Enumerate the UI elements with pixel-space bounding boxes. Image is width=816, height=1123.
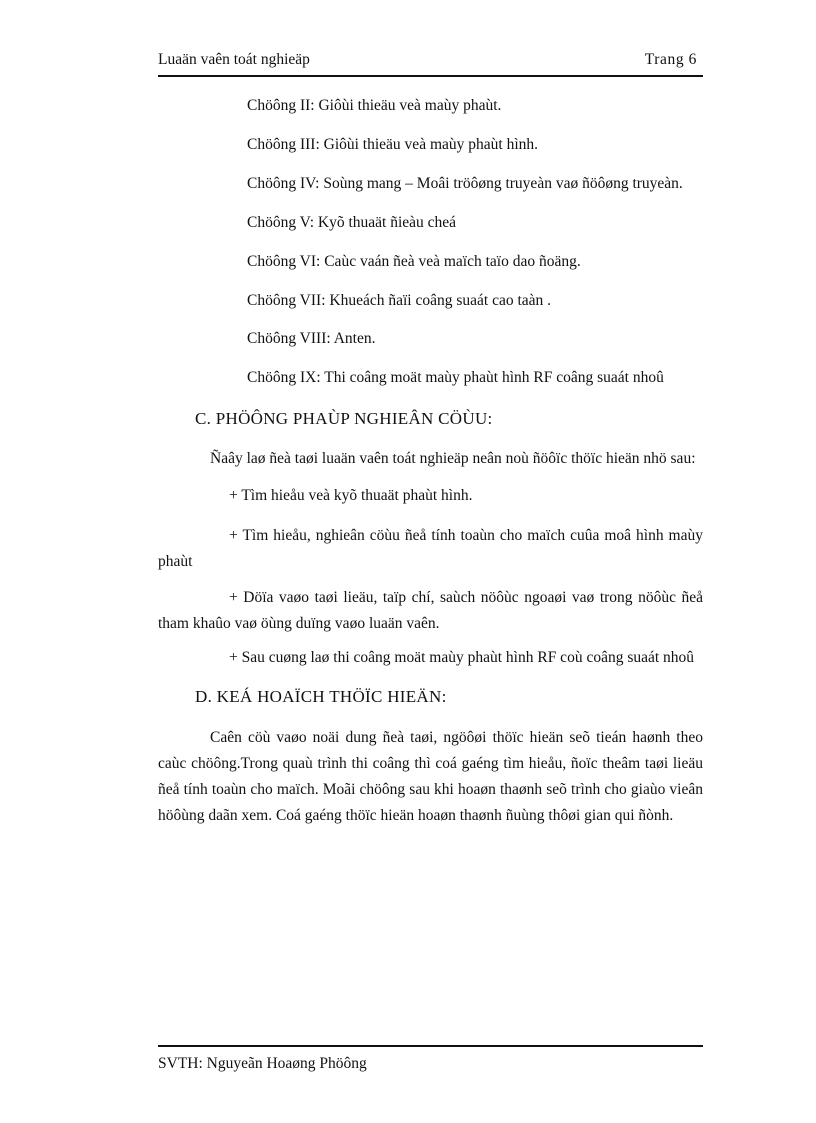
chapter-item: Chöông IX: Thi coâng moät maùy phaùt hình RF coâng suaát nhoû [247,369,664,386]
header-rule [158,75,703,77]
method-item: + Tìm hieåu veà kyõ thuaät phaùt hình. [229,487,473,504]
chapter-item: Chöông VIII: Anten. [247,330,376,347]
header-title: Luaän vaên toát nghieäp [158,51,310,68]
plan-paragraph: Caên cöù vaøo noäi dung ñeà taøi, ngöôøi thöïc hieän seõ tieán haønh theo caùc chöông.Trong quaù trình thi coâng thì coá gaéng tìm hieåu, ñoïc theâm taøi lieäu ñeå tính toaùn cho maïch. Moãi chöông sau khi hoaøn thaønh seõ trình cho giaùo vieân höôùng daãn xem. Coá gaéng thöïc hieän hoaøn thaønh ñuùng thôøi gian qui ñònh. [158,729,703,824]
method-item: + Tìm hieåu, nghieân cöùu ñeå tính toaùn cho maïch cuûa moâ hình maùy phaùt [158,527,703,570]
chapter-item: Chöông V: Kyõ thuaät ñieàu cheá [247,214,457,231]
chapter-item: Chöông VI: Caùc vaán ñeà veà maïch taïo dao ñoäng. [247,253,581,270]
chapter-item: Chöông III: Giôùi thieäu veà maùy phaùt hình. [247,136,538,153]
page-header [158,51,703,73]
chapter-item: Chöông IV: Soùng mang – Moâi tröôøng truyeàn vaø ñöôøng truyeàn. [247,175,683,192]
chapter-item: Chöông II: Giôùi thieäu veà maùy phaùt. [247,97,502,114]
section-d-heading: D. KEÁ HOAÏCH THÖÏC HIEÄN: [195,687,447,706]
footer-rule [158,1045,703,1047]
footer-author: SVTH: Nguyeãn Hoaøng Phöông [158,1055,367,1072]
section-c-heading: C. PHÖÔNG PHAÙP NGHIEÂN CÖÙU: [195,409,493,428]
method-item: + Sau cuøng laø thi coâng moät maùy phaùt hình RF coù coâng suaát nhoû [229,649,695,666]
section-c-intro: Ñaây laø ñeà taøi luaän vaên toát nghieäp neân noù ñöôïc thöïc hieän nhö sau: [210,450,696,467]
page-number: Trang 6 [644,51,697,68]
method-item: + Döïa vaøo taøi lieäu, taïp chí, saùch nöôùc ngoaøi vaø trong nöôùc ñeå tham khaûo vaø öùng duïng vaøo luaän vaên. [158,589,703,632]
chapter-item: Chöông VII: Khueách ñaïi coâng suaát cao taàn . [247,292,552,309]
